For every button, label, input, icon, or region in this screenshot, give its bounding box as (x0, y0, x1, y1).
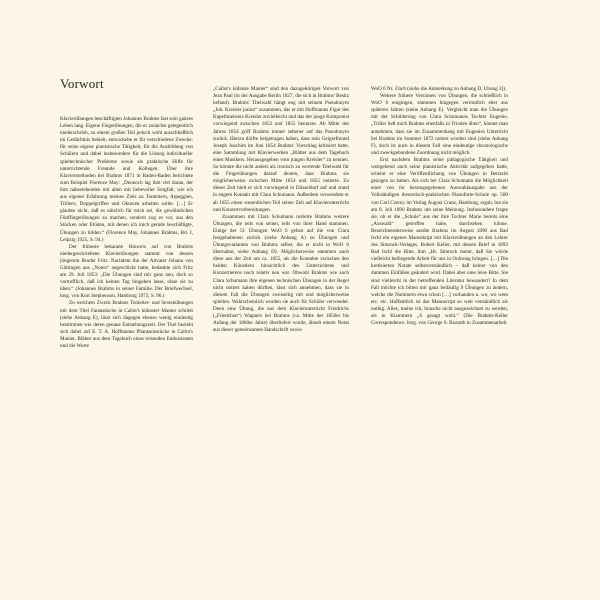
text-column-1 (60, 116, 193, 528)
paragraph: Klavierübungen beschäftigten Johannes Brahms fast sein ganzes Leben lang. Eigene Fingerübungen, die er zunächst gelegentlich niederschrieb, zu einem großen Teil jedoch wohl ausschließlich im Gedächtnis behielt, entwickelte er für verschiedene Zwecke: für seine eigene pianistische Tätigkeit, für die Ausbildung von Schülern und dabei insbesondere für die Lösung individueller spieltechnischer Probleme sowie als praktische Hilfe für unterrichtende Freunde und Kollegen. Über ihre Klaviermethoden bei Brahms 1871 in Baden-Baden berichtete zum Beispiel Florence May: „Dennoch lag ihm viel daran, der ihm nahestehenden mit allen mit liebevoller Sorgfalt, wie ich aus eigener Erfahrung meines Ziels zu Tonleitern, Arpeggien, Trillern, Doppelgriffen und Oktaven arbeiten sollte. […] Er glaubte nicht, daß es nützlich für mich sei, die gewöhnlichen Fünffingerübungen zu machen, sondern zog es vor, aus den Stücken oder Etüden, mit denen ich mich gerade beschäftigte, Übungen zu bilden.“ (Florence May, Johannes Brahms, Bd. I, Leipzig 1925, S. 94.) (60, 116, 193, 243)
paragraph: Zusammen mit Clara Schumann notierte Brahms weitere Übungen, die teils von seiner, teils von ihrer Hand stammen. Einige der 51 Übungen WoO 6 gehen auf die von Clara festgehaltenen zurück (siehe Anhang A) zu Übungen und Übungsvarianten von Brahms selbst, die er nicht in WoO 6 übernahm, siehe Anhang D). Möglicherweise stammen auch diese aus der Zeit um ca. 1855, als die Kontakte zwischen den beiden Künstlern hinsichtlich des Unterrichtens und Konzertierens noch relativ neu war. Obwohl Brahms wie auch Clara Schumann ihre eigenen technischen Übungen in der Regel nicht notiert haben dürften, lässt sich annehmen, dass sie in diesem Fall die Übungen zweiseitig mit und möglicherweise spielten. Wahrscheinlich wurden sie auch für Schüler verwendet. Denn eine Übung, die aus dem Klavierunterricht Friedrichs („Friedchen“) Wagners bei Brahms (ca. Mitte der 1850er bis Anfang der 1860er Jahre) überliefert wurde, ähnelt einem Notat aus dieser gemeinsamen Handschrift sowie (213, 213, 349, 334)
page-title: Vorwort (60, 76, 104, 91)
paragraph: „Callot's kühnste Manier“ sind den dazugehörigen Vorwort von Jean Paul (in der Ausgabe Berlin 1827, die sich in Brahms' Besitz befand). Brahms' Titelwahl hängt eng mit seinem Pseudonym „Joh. Kreisler junior“ zusammen, das er mit Hoffmanns Figur des Kapellmeisters Kreisler zuvielleicht und das der junge Komponist vorwiegend zwischen 1852 und 1855 benutzte. Ab Mitte des Jahres 1854 griff Brahms immer seltener auf das Pseudonym zurück. Hierzu dürfte beigetragen haben, dass sein Geigerfreund Joseph Joachim im Juni 1854 Brahms' Vorschlag kritisiert hatte, eine Sammlung mit Klavierwerken „Blätter aus dem Tagebuch eines Musikers. Herausgegeben vom jungen Kreisler“ zu nennen. So könnte die nicht anders als ironisch zu wertende Titelwahl für die Fingerübungen darauf deuten, dass Brahms sie möglicherweise zwischen Mitte 1854 und 1855 notierte. Zu dieser Zeit hielt er sich vorwiegend in Düsseldorf auf und stand in engem Kontakt mit Clara Schumann. Außerdem verwendete er ab 1855 einen wesentlichen Teil seiner Zeit auf Klavierunterricht und Konzertvorbereitungen. (213, 86, 349, 213)
text-column-3 (371, 86, 508, 526)
paragraph: Erst nachdem Brahms seine pädagogische Tätigkeit und weitgehend auch seine pianistische Aktivität aufgegeben hatte, scheint er eine Veröffentlichung von Übungen in Betracht gezogen zu haben. Als sich bei Clara Schumann die Möglichkeit einer von ihr herausgegebenen Auswahlausgabe aus der Vollständigen theoretisch-praktischen Pianoforte-Schule op. 500 von Carl Czerny im Verlag August Cranz, Hamburg, ergab, bot sie am 8. Juli 1890 Brahms um seine Meinung. Insbesondere fragte sie, ob er die „Schule“ aus der ihre Tochter Marie bereits eine „Auswahl“ getroffen habe, durchsehen könne. Bezeichnenderweise sandte Brahms im August 1890 aus Bad Ischl ein eigenes Manuskript mit Klavierübungen an den Lektor des Simrock-Verlages, Robert Keller, mit dessen Brief in 1893 Bad Ischl die Bitte, ihm „Hr. Simrock meint, daß Sie würde vielleicht beiliegende Arbeit für uns in Ordnung bringen. […] Die kretisierten Notate selbstverständlich – daß keiner von den dummen Einfällen geändert wird. Dabei aber eine leise Bitte. Sie sind vielleicht in der betreffenden Literatur bewandert? In dem Fall möchte ich bitten mir ganz beiläufig 9 Übungen zu ändern, welche die Nummern etwa schon […] vorhanden u. wo, wo wem etc. etc. Hoffentlich ist das Manuscript so weit verständlich als nothig. Alles, meine ich, brauche nicht ausgezeichnet zu werden, als in Klammern „S gesagt wohl.“ (Die Brahms-Keller Correspondence, hrsg. von George S. Bozarth in Zusammenarbeit (371, 156, 508, 327)
text-column-2 (213, 86, 349, 526)
paragraph: Zu welchem Zweck Brahms Tonleiter- und Sextenübungen mit dem Titel Fantastische in Callot's kühnster Manier schrieb (siehe Anhang E), lässt sich dagegen ebenso wenig eindeutig bestimmen wie deren genaue Entstehungszeit. Der Titel bezieht sich dabei auf E. T. A. Hoffmanns Phantasiestücke in Callot's Manier. Blätter aus dem Tagebuch eines reisenden Enthusiasten und die Worte (60, 300, 193, 349)
paragraph: WoO 6 Nr. 33a/b (siehe die Anmerkung zu Anhang D, Übung 3]). (371, 86, 507, 92)
paragraph: Weitere frühere Versionen von Übungen, die schließlich in WoO 6 eingingen, stammen hingegen vermutlich eher aus späteren Jahren (siehe Anhang E). Vergleicht man die Übungen mit der Schilderung von Clara Schumanns Tochter Eugenie, „Triller ließ mich Brahms ebenfalls in Trioden üben“, könnte man annehmen, dass sie im Zusammenhang mit Eugenies Unterricht bei Brahms im Sommer 1872 notiert worden sind (siehe Anhang F), doch ist auch in diesem Fall eine eindeutige chronologische und zweckgebundene Zuordnung nicht möglich. (371, 93, 508, 156)
paragraph: Der früheste bekannte Hinweis auf von Brahms niedergeschriebene Klavierübungen stammt von dessen jüngerem Bruder Fritz. Nachdem ihn der Altvater Johann von Göttingen aus „Noten“ angeschickt hatte, bedankte sich Fritz am 29. Juli 1853: „Die Übungen sind mir ganz neu, doch so vortrefflich, daß ich keinen Tag hingehen lasse, ohne sie zu üben.“ (Johannes Brahms in seiner Familie. Der Briefwechsel, hrsg. von Kurt Stephenson, Hamburg 1973, S. 96.) (60, 243, 193, 300)
